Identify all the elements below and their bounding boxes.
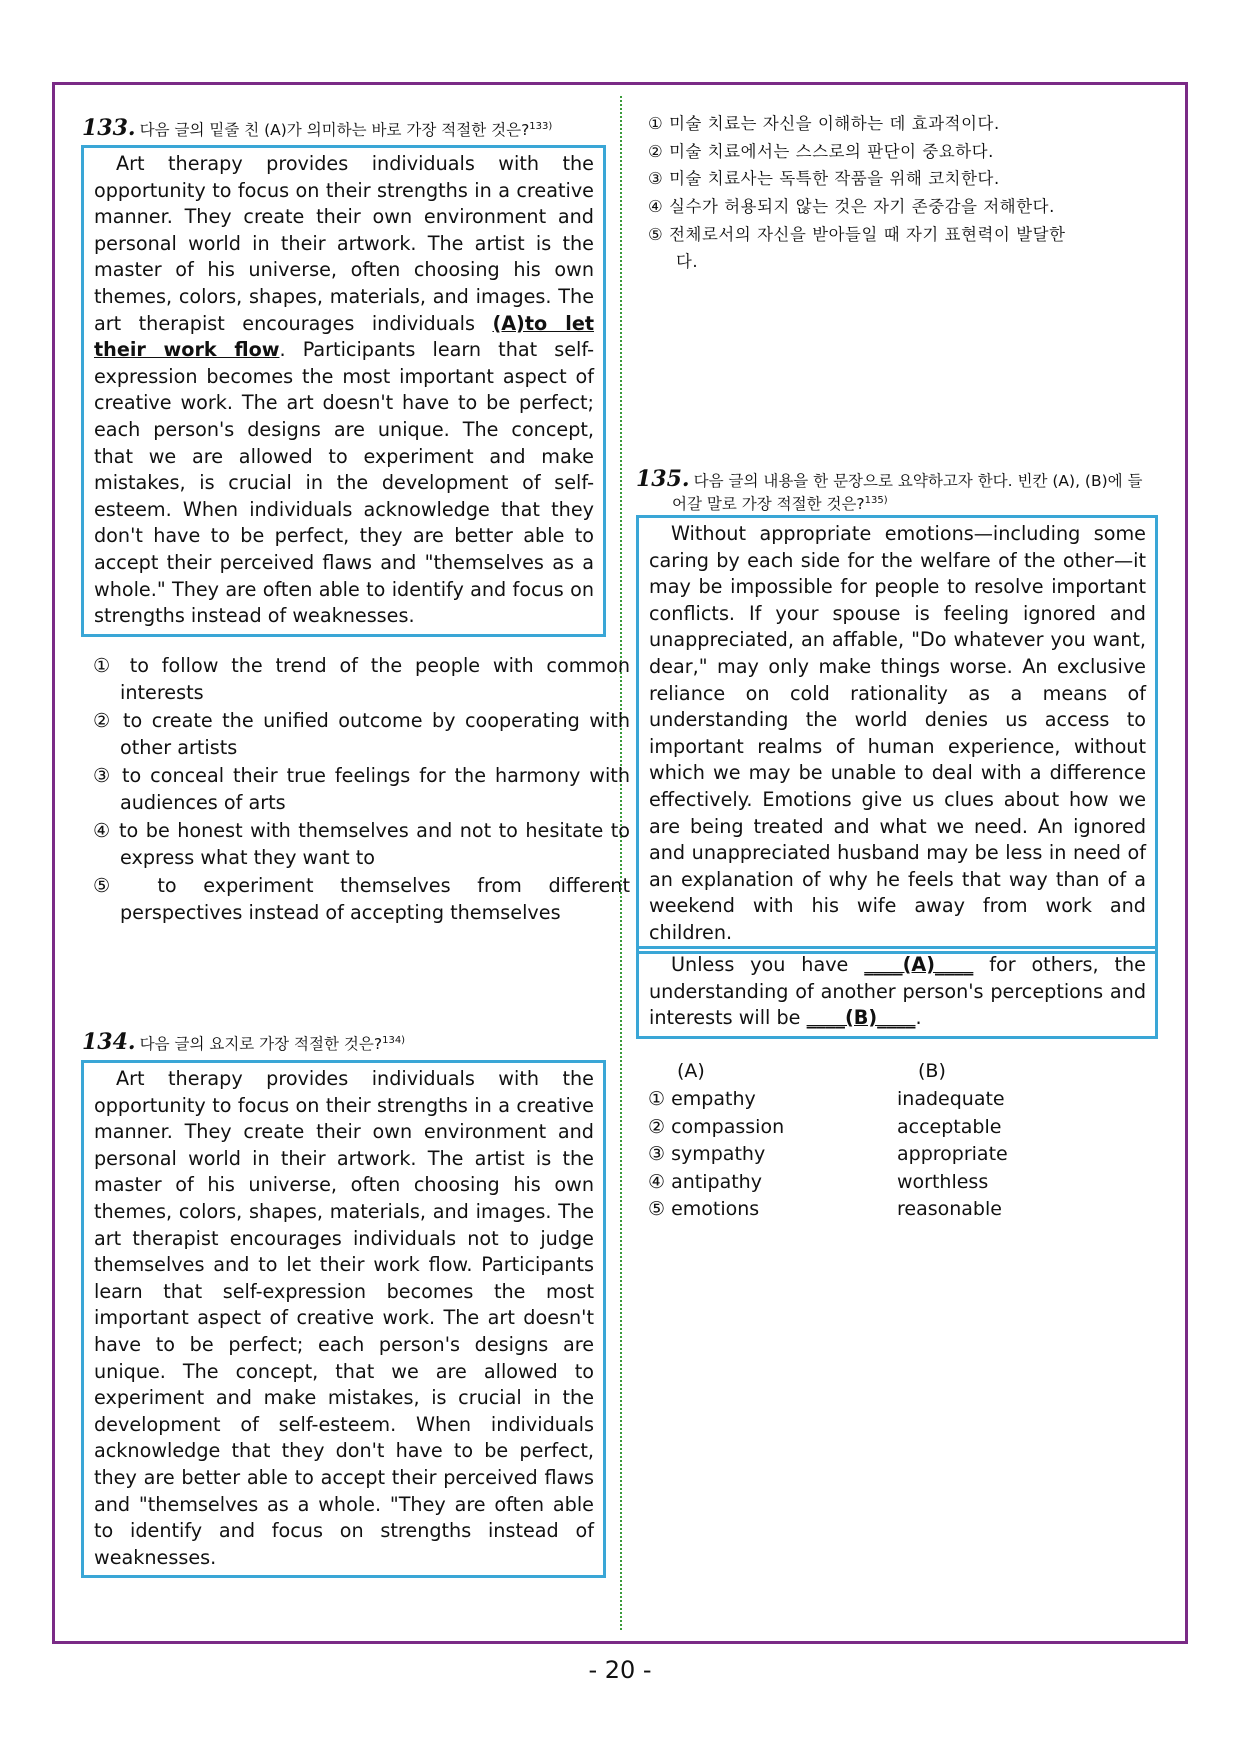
q134-option-4[interactable]: ④ 실수가 허용되지 않는 것은 자기 존중감을 저해한다. xyxy=(648,197,1055,216)
q135-choice-1-b: inadequate xyxy=(897,1088,1005,1110)
q133-option-1[interactable]: ① to follow the trend of the people with common interests xyxy=(93,654,630,704)
q135-col-header-b: (B) xyxy=(918,1060,946,1082)
q135-number: 135. xyxy=(636,466,690,492)
q133-underlined-phrase: (A)to let their work flow xyxy=(94,311,595,362)
q133-prompt: 다음 글의 밑줄 친 (A)가 의미하는 바로 가장 적절한 것은? xyxy=(139,121,530,140)
q133-footnote: 133) xyxy=(529,121,553,132)
blank-a: ____(A)____ xyxy=(864,953,974,976)
blank-b: ____(B)____ xyxy=(806,1006,916,1030)
q135-choice-4[interactable]: ④ antipathy xyxy=(648,1171,762,1193)
q133-number: 133. xyxy=(82,115,136,142)
q135-col-header-a: (A) xyxy=(677,1060,705,1082)
q134-option-3[interactable]: ③ 미술 치료사는 독특한 작품을 위해 코치한다. xyxy=(648,169,1000,188)
q134-header xyxy=(82,1030,405,1055)
page-number: - 20 - xyxy=(588,1656,652,1684)
q135-choice-2[interactable]: ② compassion xyxy=(648,1116,785,1138)
q135-choice-3[interactable]: ③ sympathy xyxy=(648,1143,766,1165)
q133-header xyxy=(82,116,552,141)
q133-option-4[interactable]: ④ to be honest with themselves and not to hesitate to express what they want to xyxy=(93,819,630,869)
q133-passage: Art therapy provides individuals with the opportunity to focus on their strengths in a creative manner. They create their own environment and personal world in their artwork. The artist is the master of his universe, often choosing his own themes, colors, shapes, materials, and images. The art therapist encourages individuals (A)to let their work flow. Participants learn that self-expression becomes the most important aspect of creative work. The art doesn't have to be perfect; each person's designs are unique. The concept, that we are allowed to experiment and make mistakes, is crucial in the development of self-esteem. When individuals acknowledge that they don't have to be perfect, they are better able to accept their perceived flaws and "themselves as a whole." They are often able to identify and focus on strengths instead of weaknesses. xyxy=(81,145,606,637)
q135-choice-4-b: worthless xyxy=(897,1171,989,1193)
q135-footnote: 135) xyxy=(864,495,888,506)
q135-passage: Without appropriate emotions—including some caring by each side for the welfare of the other—it may be impossible for people to resolve important conflicts. If your spouse is feeling ignored and unappreciated, an affable, "Do whatever you want, dear," may only make things worse. An exclusive reliance on cold rationality as a means of understanding the world denies us access to important realms of human experience, without which we may be unable to deal with a difference effectively. Emotions give us clues about how we are being treated and what we need. An ignored and unappreciated husband may be less in need of an explanation of why he feels that way than of a weekend with his wife away from work and children. xyxy=(636,515,1158,954)
q133-option-5[interactable]: ⑤ to experiment themselves from different perspectives instead of accepting themselves xyxy=(93,874,630,924)
q134-option-2[interactable]: ② 미술 치료에서는 스스로의 판단이 중요하다. xyxy=(648,142,994,161)
q133-option-2[interactable]: ② to create the unified outcome by cooperating with other artists xyxy=(93,709,630,759)
q133-option-3[interactable]: ③ to conceal their true feelings for the harmony with audiences of arts xyxy=(93,764,630,814)
q134-footnote: 134) xyxy=(382,1035,406,1046)
q134-option-5-cont: 다. xyxy=(676,252,699,271)
q135-choice-3-b: appropriate xyxy=(897,1143,1008,1165)
q135-prompt-line2: 어갈 말로 가장 적절한 것은? xyxy=(672,495,865,514)
q135-choice-2-b: acceptable xyxy=(897,1116,1002,1138)
q134-option-1[interactable]: ① 미술 치료는 자신을 이해하는 데 효과적이다. xyxy=(648,114,1000,133)
q134-prompt: 다음 글의 요지로 가장 적절한 것은? xyxy=(139,1035,383,1054)
q135-summary: Unless you have ____(A)____ for others, the understanding of another person's perceptions and interests will be ____(B)____. xyxy=(636,946,1158,1039)
q135-prompt-line1: 다음 글의 내용을 한 문장으로 요약하고자 한다. 빈칸 (A), (B)에 들 xyxy=(693,472,1143,490)
q134-option-5[interactable]: ⑤ 전체로서의 자신을 받아들일 때 자기 표현력이 발달한 xyxy=(648,225,1066,244)
q135-header-line2 xyxy=(672,490,888,515)
q134-number: 134. xyxy=(82,1029,136,1056)
q135-choice-5[interactable]: ⑤ emotions xyxy=(648,1198,760,1220)
q135-choice-1[interactable]: ① empathy xyxy=(648,1088,756,1110)
q135-choice-5-b: reasonable xyxy=(897,1198,1002,1220)
q135-header xyxy=(636,468,1143,492)
q134-passage: Art therapy provides individuals with the opportunity to focus on their strengths in a creative manner. They create their own environment and personal world in their artwork. The artist is the master of his universe, often choosing his own themes, colors, shapes, materials, and images. The art therapist encourages individuals not to judge themselves and to let their work flow. Participants learn that self-expression becomes the most important aspect of creative work. The art doesn't have to be perfect; each person's designs are unique. The concept, that we are allowed to experiment and make mistakes, is crucial in the development of self-esteem. When individuals acknowledge that they don't have to be perfect, they are better able to accept their perceived flaws and "themselves as a whole. "They are often able to identify and focus on strengths instead of weaknesses. xyxy=(81,1060,606,1578)
